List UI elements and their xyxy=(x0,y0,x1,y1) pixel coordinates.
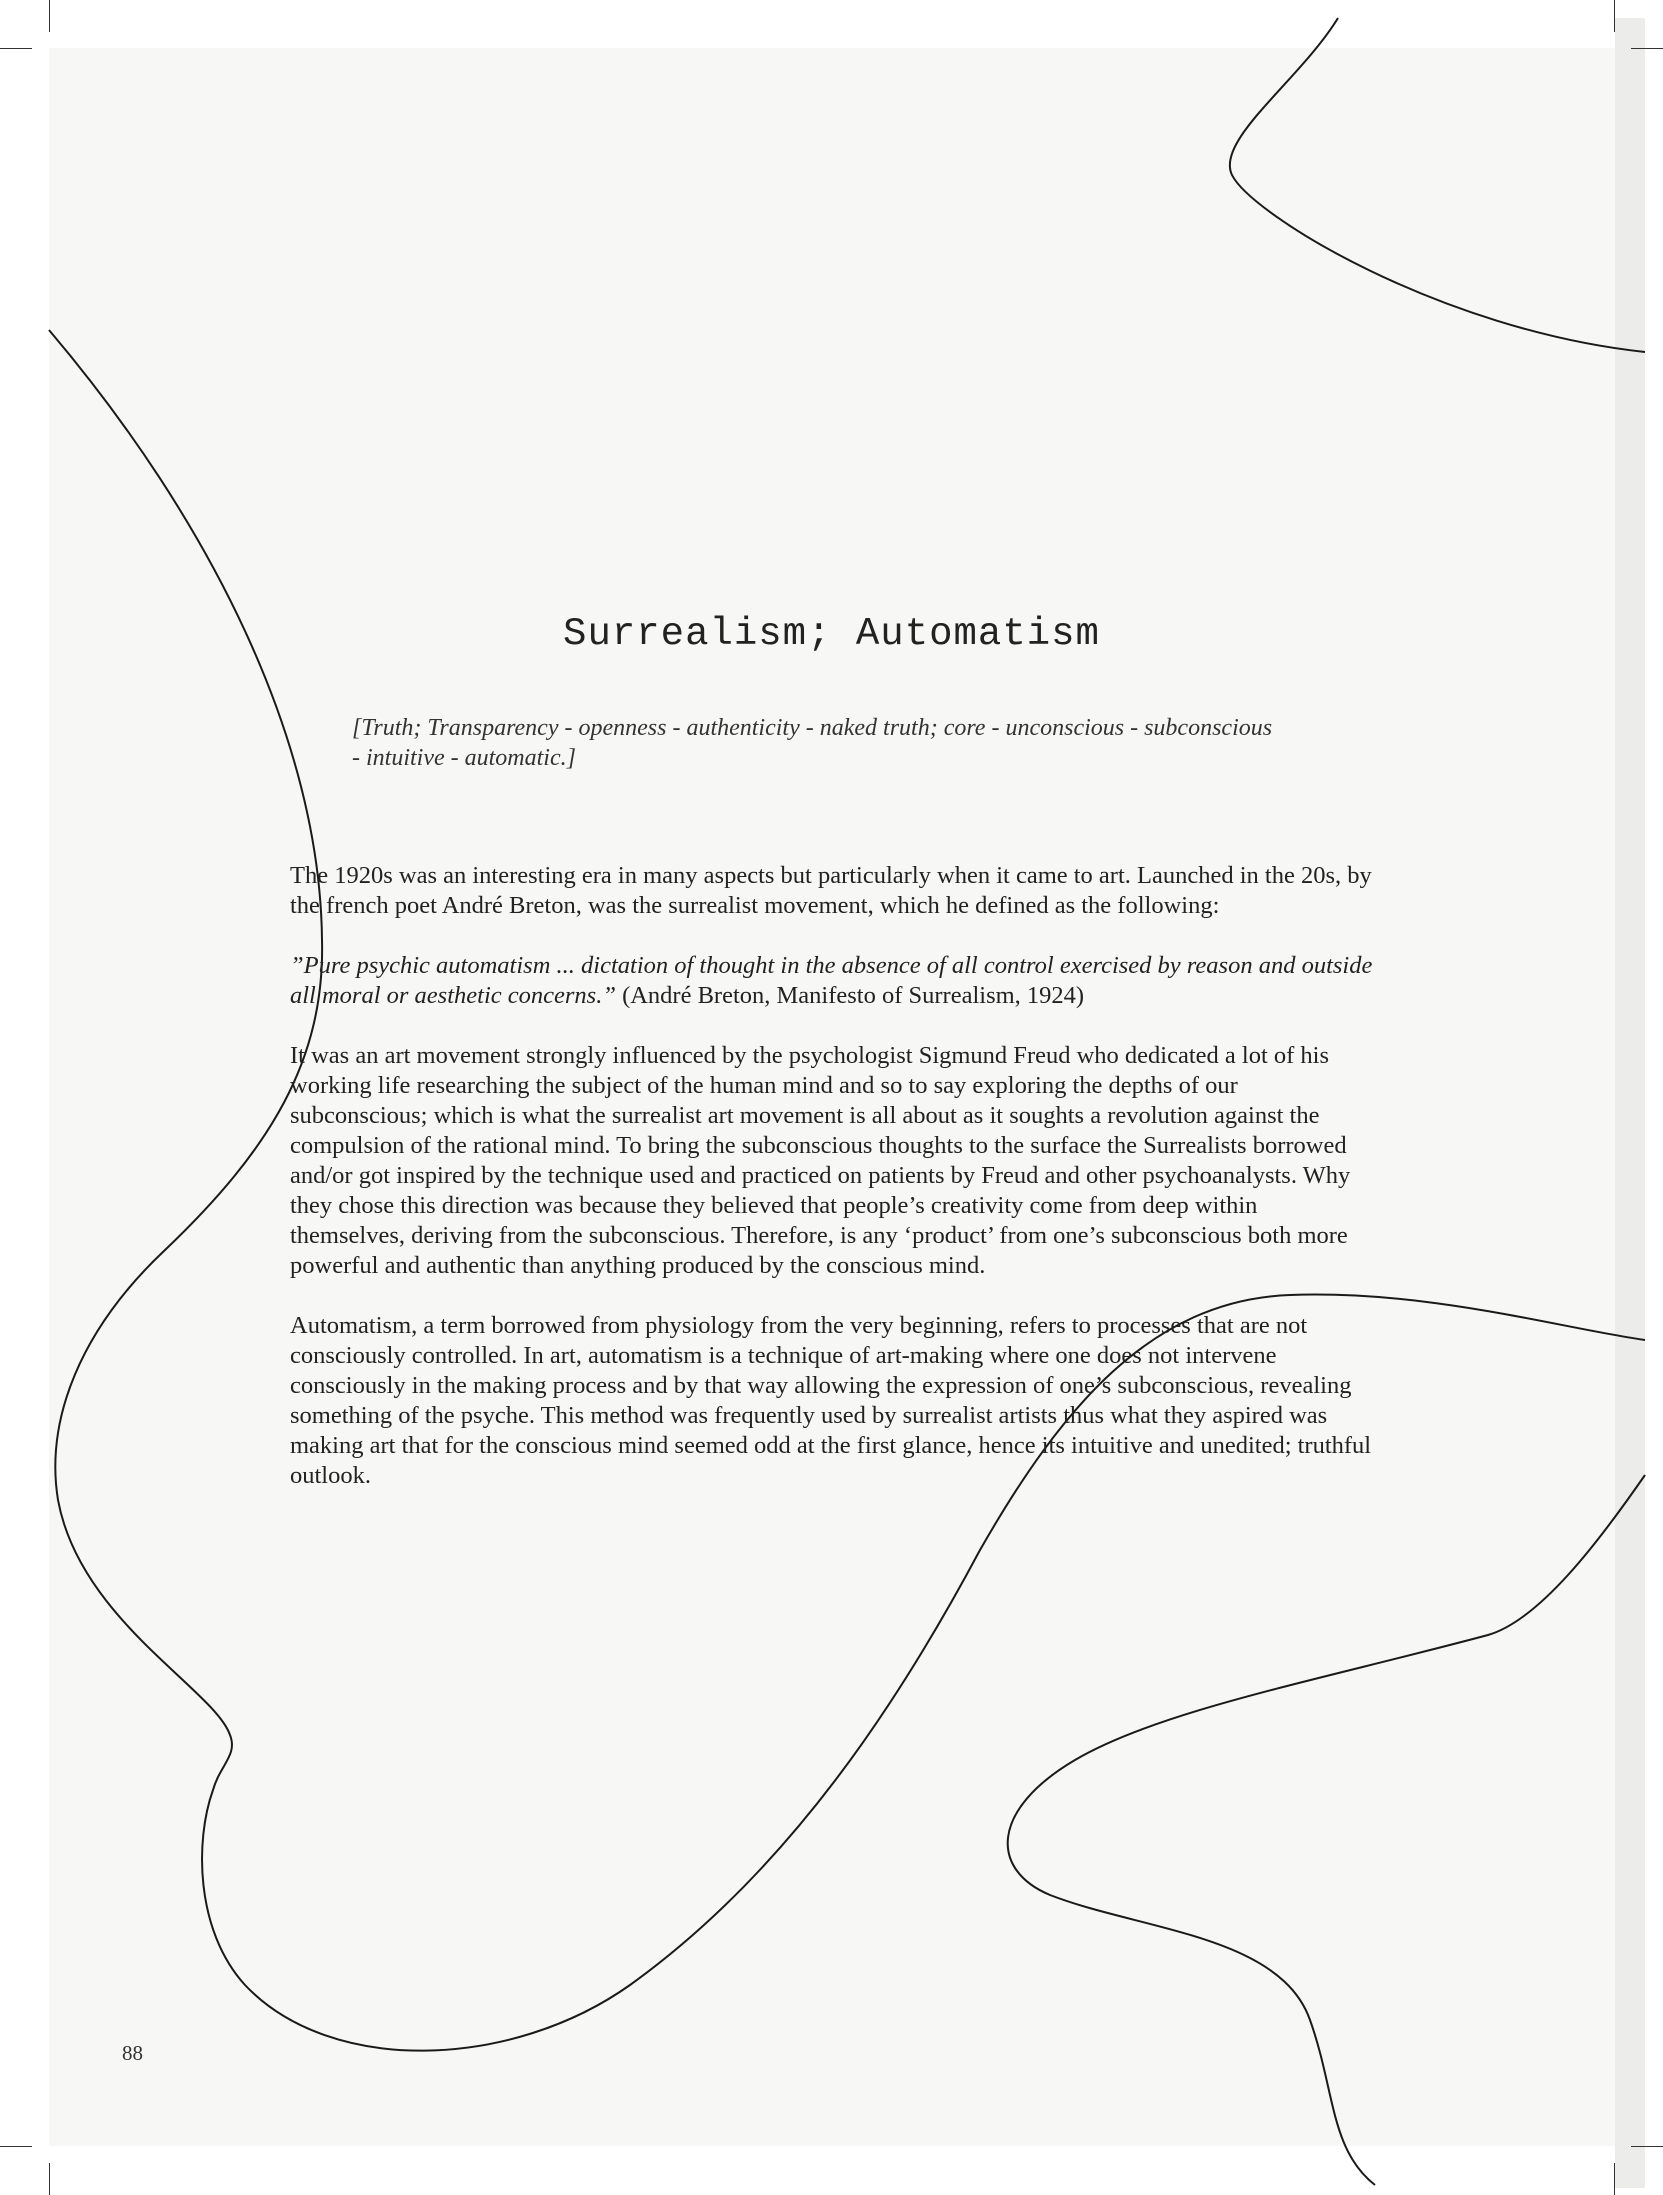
paragraph-freud: It was an art movement strongly influenced by the psychologist Sigmund Freud who dedicated a lot of his working life researching the subject of the human mind and so to say exploring the depths of our subconscious; which is what the surrealist art movement is all about as it soughts a revolution against the compulsion of the rational mind. To bring the subconscious thoughts to the surface the Surrealists borrowed and/or got inspired by the technique used and practiced on patients by Freud and other psychoanalysts. Why they chose this direction was because they believed that people’s creativity come from deep within themselves, deriving from the subconscious. Therefore, is any ‘product’ from one’s subconscious both more powerful and authentic than anything produced by the conscious mind. xyxy=(290,1042,1351,1279)
crop-mark-bottom-left-vertical xyxy=(49,2163,50,2195)
paragraph-automatism: Automatism, a term borrowed from physiology from the very beginning, refers to processes that are not consciously controlled. In art, automatism is a technique of art-making where one does not intervene consciously in the making process and by that way allowing the expression of one’s subconscious, revealing something of the psyche. This method was frequently used by surrealist artists thus what they aspired was making art that for the conscious mind seemed odd at the first glance, hence its intuitive and unedited; truthful outlook. xyxy=(290,1312,1372,1489)
crop-mark-top-left-horizontal xyxy=(0,48,32,49)
crop-mark-top-left-vertical xyxy=(49,0,50,32)
paragraph-intro: The 1920s was an interesting era in many aspects but particularly when it came to art. Launched in the 20s, by the french poet André Breton, was the surrealist movement, which he defined as the following: xyxy=(290,862,1372,919)
crop-mark-top-right-vertical xyxy=(1614,0,1615,32)
crop-mark-bottom-right-horizontal xyxy=(1631,2146,1663,2147)
keywords-subtitle: [Truth; Transparency - openness - authenticity - naked truth; core - unconscious - subconscious - intuitive - automatic.] xyxy=(352,715,1273,771)
breton-quote-block xyxy=(290,951,1375,1011)
crop-mark-bottom-right-vertical xyxy=(1614,2163,1615,2195)
article-body xyxy=(290,861,1375,1521)
breton-quote: ”Pure psychic automatism ... dictation of thought in the absence of all control exercised by reason and outside all moral or aesthetic concerns.” xyxy=(290,952,1373,1009)
page-title: Surrealism; Automatism xyxy=(563,612,1100,656)
quote-citation: (André Breton, Manifesto of Surrealism, 1924) xyxy=(615,982,1085,1009)
crop-mark-top-right-horizontal xyxy=(1631,48,1663,49)
crop-mark-bottom-left-horizontal xyxy=(0,2146,32,2147)
page-number: 88 xyxy=(122,2041,143,2065)
page-bleed-strip xyxy=(1615,18,1645,2188)
